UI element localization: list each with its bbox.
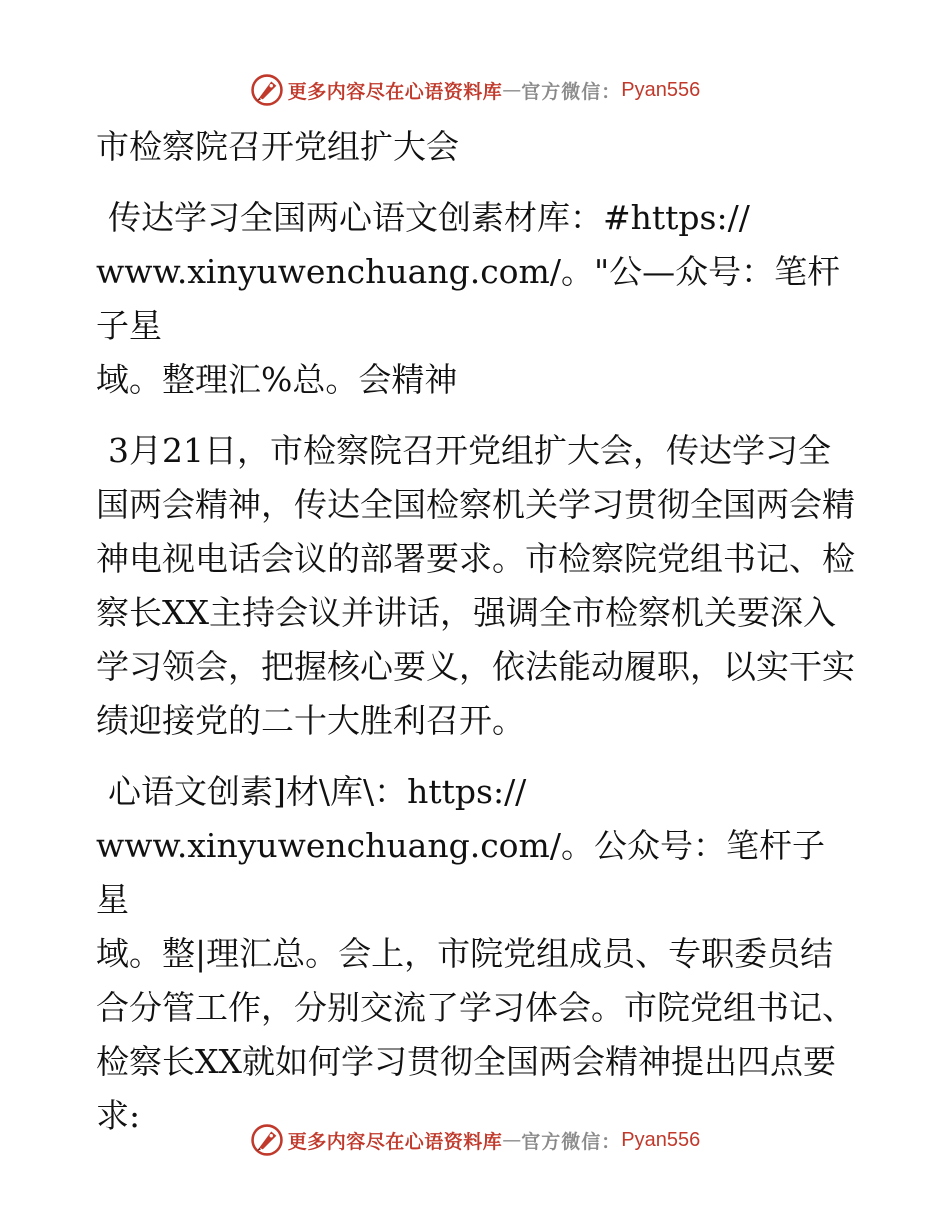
- paragraph-1-line-3: 域。整理汇%总。会精神: [96, 360, 458, 399]
- document-title: 市检察院召开党组扩大会: [96, 127, 459, 166]
- paragraph-1-line-1: 传达学习全国两心语文创素材库：#https://: [108, 198, 750, 237]
- footer-watermark: [0, 1120, 950, 1160]
- paragraph-1-line-2: www.xinyuwenchuang.com/。"公—众号：笔杆子星: [96, 252, 841, 345]
- watermark-official-label: 官方微信：: [521, 1130, 622, 1153]
- paragraph-3-body: 域。整|理汇总。会上，市院党组成员、专职委员结合分管工作，分别交流了学习体会。市院党组书记、检察长XX就如何学习贯彻全国两会精神提出四点要求:: [96, 934, 855, 1135]
- header-watermark: [0, 70, 950, 110]
- watermark-official-label: 官方微信：: [521, 80, 622, 103]
- paragraph-3-line-2: www.xinyuwenchuang.com/。公众号：笔杆子星: [96, 826, 825, 919]
- paragraph-3: [96, 765, 856, 1143]
- document-body: [96, 120, 856, 1160]
- watermark-dash: —: [502, 1129, 522, 1151]
- paragraph-1: [96, 191, 856, 407]
- watermark-wechat-id: Pyan556: [621, 1128, 701, 1151]
- watermark-main-text: 更多内容尽在心语资料库: [287, 80, 503, 103]
- paragraph-3-line-1: 心语文创素]材\库\：https://: [108, 772, 527, 811]
- pen-nib-logo-icon: [250, 73, 284, 107]
- paragraph-2: 3月21日，市检察院召开党组扩大会，传达学习全国两会精神，传达全国检察机关学习贯彻全国两会精神电视电话会议的部署要求。市检察院党组书记、检察长XX主持会议并讲话，强调全市检察机关要深入学习领会，把握核心要义，依法能动履职，以实干实绩迎接党的二十大胜利召开。: [96, 431, 855, 740]
- pen-nib-logo-icon: [250, 1123, 284, 1157]
- watermark-main-text: 更多内容尽在心语资料库: [287, 1130, 503, 1153]
- watermark-dash: —: [502, 79, 522, 101]
- watermark-wechat-id: Pyan556: [621, 78, 701, 101]
